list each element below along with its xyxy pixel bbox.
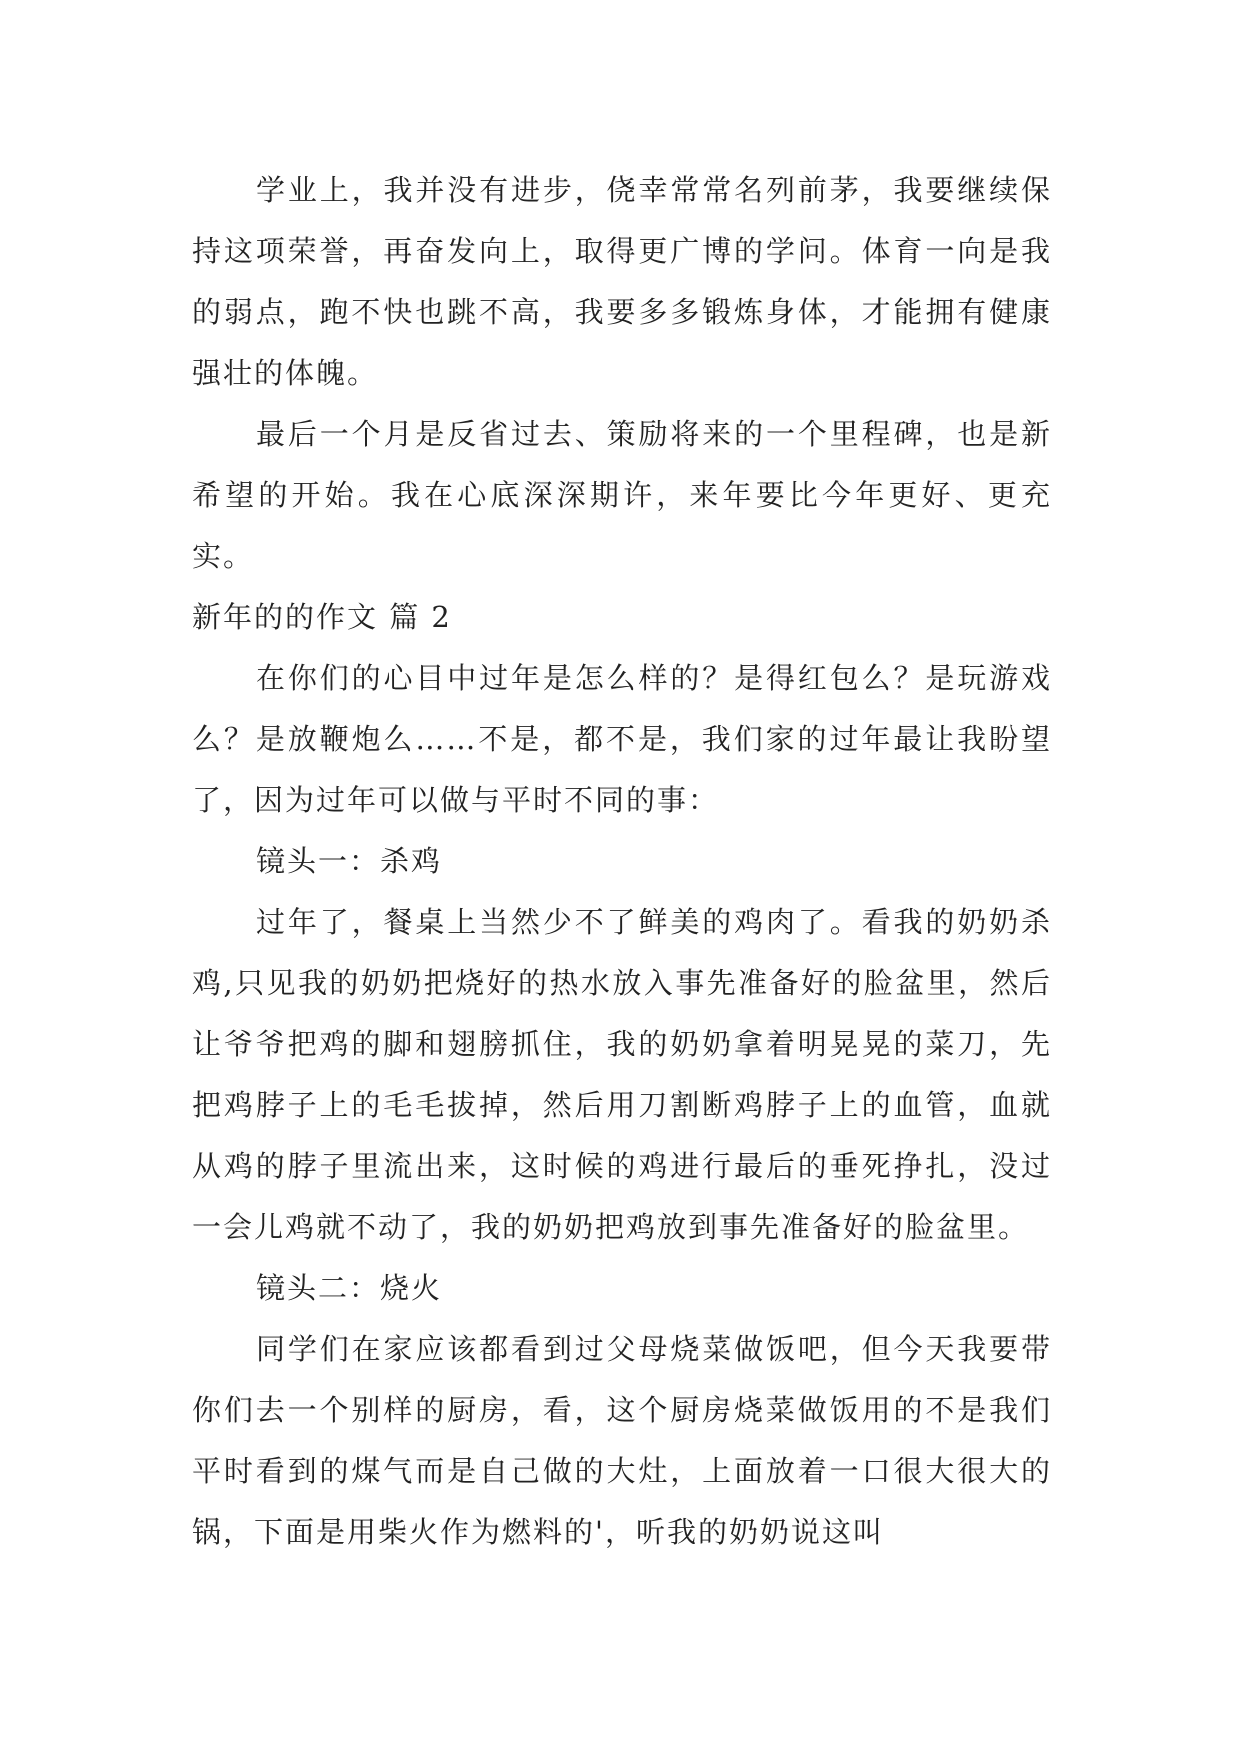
scene-heading-1: 镜头一：杀鸡 (256, 844, 443, 878)
document-body (192, 160, 1052, 1563)
paragraph-scene-2: 同学们在家应该都看到过父母烧菜做饭吧，但今天我要带你们去一个别样的厨房，看，这个厨房烧菜做饭用的不是我们平时看到的煤气而是自己做的大灶，上面放着一口很大很大的锅，下面是用柴火作为燃料的'，听我的奶奶说这叫 (192, 1332, 1052, 1549)
scene-heading-2: 镜头二：烧火 (256, 1271, 443, 1305)
paragraph-intro: 在你们的心目中过年是怎么样的？是得红包么？是玩游戏么？是放鞭炮么……不是，都不是，我们家的过年最让我盼望了，因为过年可以做与平时不同的事： (192, 661, 1052, 817)
section-title: 新年的的作文 篇 2 (192, 600, 452, 634)
paragraph-scene-1: 过年了，餐桌上当然少不了鲜美的鸡肉了。看我的奶奶杀鸡,只见我的奶奶把烧好的热水放入事先准备好的脸盆里，然后让爷爷把鸡的脚和翅膀抓住，我的奶奶拿着明晃晃的菜刀，先把鸡脖子上的毛毛拔掉，然后用刀割断鸡脖子上的血管，血就从鸡的脖子里流出来，这时候的鸡进行最后的垂死挣扎，没过一会儿鸡就不动了，我的奶奶把鸡放到事先准备好的脸盆里。 (192, 905, 1052, 1244)
paragraph-reflection: 最后一个月是反省过去、策励将来的一个里程碑，也是新希望的开始。我在心底深深期许，来年要比今年更好、更充实。 (192, 417, 1052, 573)
paragraph-academics: 学业上，我并没有进步，侥幸常常名列前茅，我要继续保持这项荣誉，再奋发向上，取得更广博的学问。体育一向是我的弱点，跑不快也跳不高，我要多多锻炼身体，才能拥有健康强壮的体魄。 (192, 173, 1052, 390)
